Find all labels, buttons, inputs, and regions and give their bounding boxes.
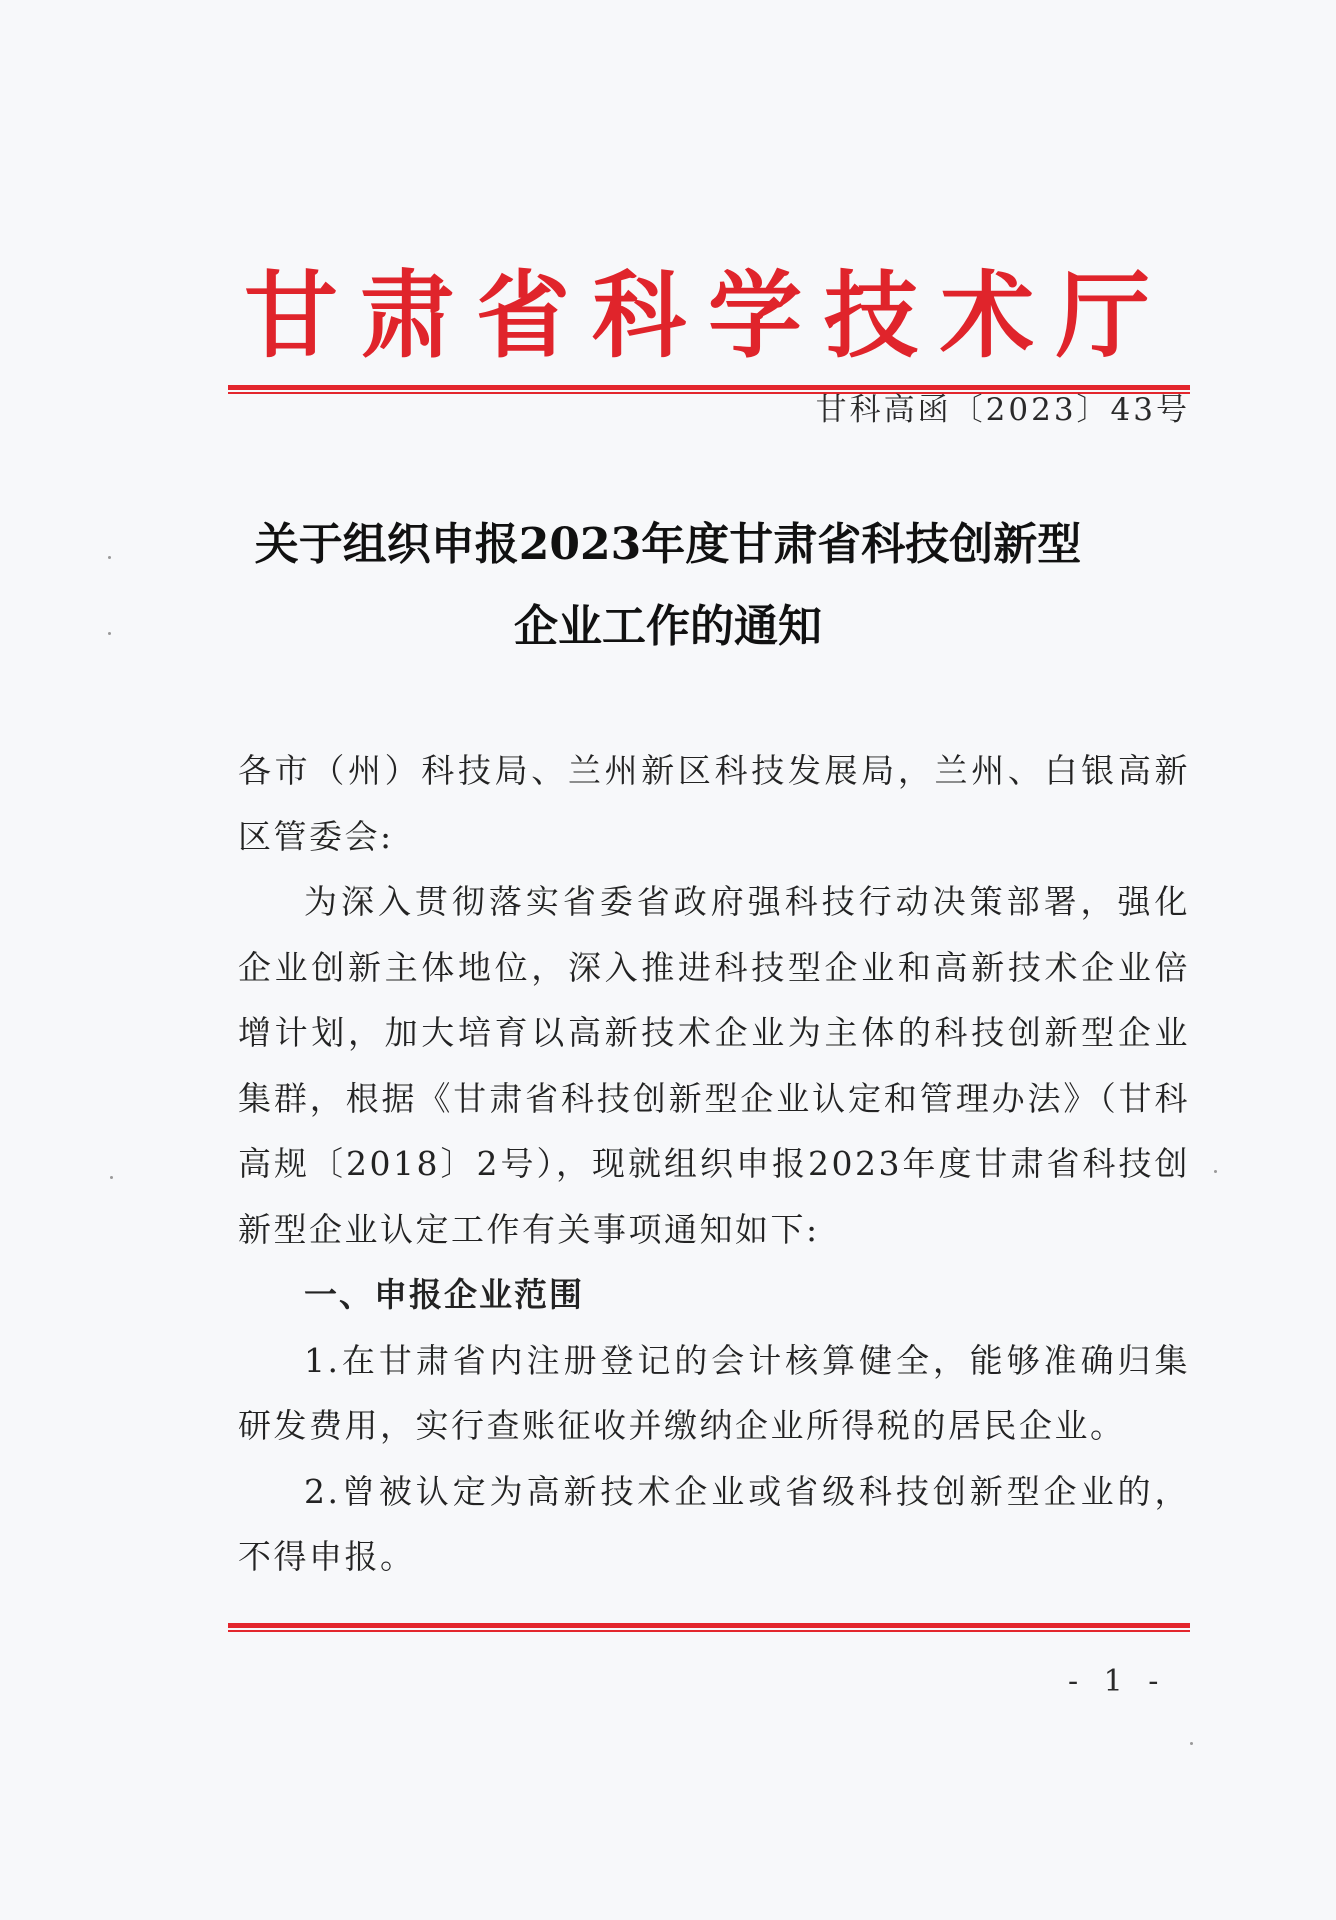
addressee-paragraph: 各市（州）科技局、兰州新区科技发展局，兰州、白银高新区管委会:: [238, 751, 1190, 856]
scan-speck: [108, 632, 111, 635]
issuer-title: 甘肃省科学技术厅: [243, 262, 1172, 371]
notice-title: [200, 504, 1136, 668]
notice-body: [238, 738, 1190, 1590]
scope-item-1: 1.在甘肃省内注册登记的会计核算健全，能够准确归集研发费用，实行查账征收并缴纳企业所得税的居民企业。: [238, 1340, 1190, 1445]
scope-item-2: 2.曾被认定为高新技术企业或省级科技创新型企业的，不得申报。: [238, 1471, 1190, 1576]
section-heading-scope: 一、申报企业范围: [304, 1275, 584, 1314]
page-number: - 1 -: [1068, 1664, 1167, 1699]
notice-title-line2: 企业工作的通知: [514, 601, 822, 652]
scan-speck: [1214, 1170, 1217, 1173]
scan-speck: [1190, 1742, 1193, 1745]
intro-paragraph: 为深入贯彻落实省委省政府强科技行动决策部署，强化企业创新主体地位，深入推进科技型企业和高新技术企业倍增计划，加大培育以高新技术企业为主体的科技创新型企业集群，根据《甘肃省科技创新型企业认定和管理办法》（甘科高规〔2018〕2号），现就组织申报2023年度甘肃省科技创新型企业认定工作有关事项通知如下:: [238, 882, 1190, 1249]
document-number: 甘科高函〔2023〕43号: [815, 392, 1190, 428]
scan-speck: [108, 556, 111, 559]
footer-red-rule: [228, 1623, 1190, 1634]
notice-title-line1: 关于组织申报2023年度甘肃省科技创新型: [254, 519, 1082, 570]
scan-speck: [110, 1176, 113, 1179]
